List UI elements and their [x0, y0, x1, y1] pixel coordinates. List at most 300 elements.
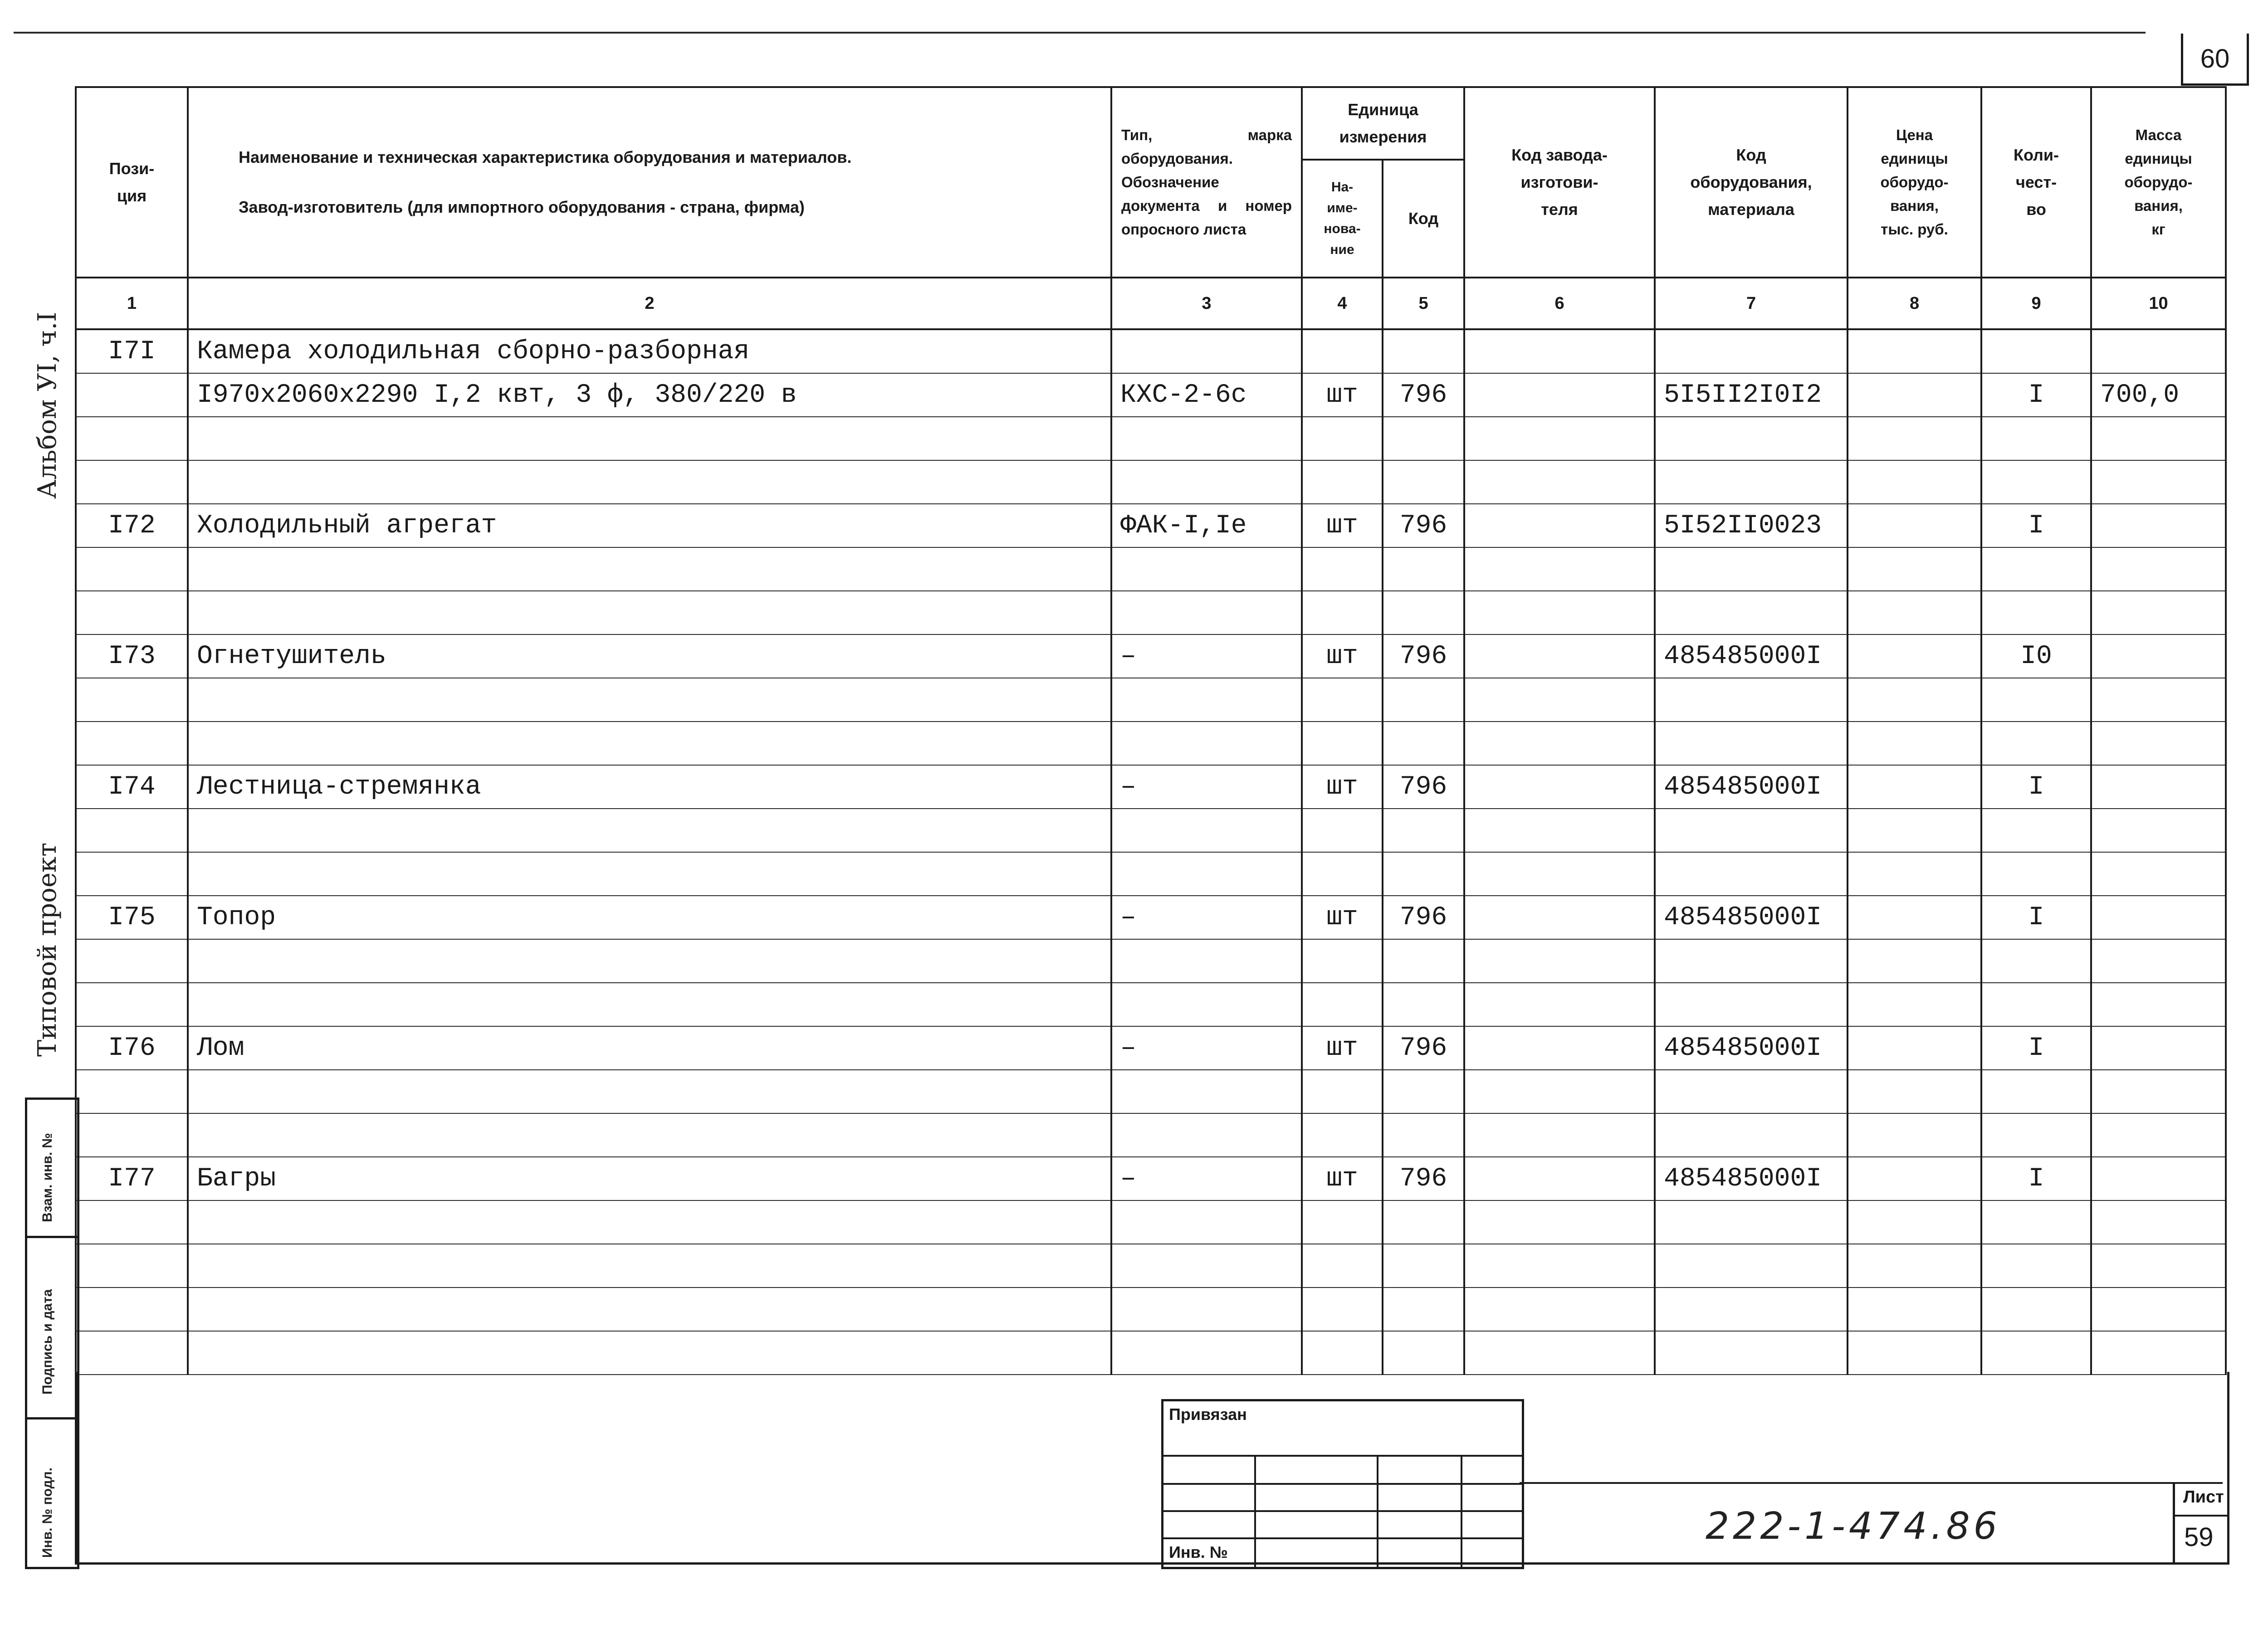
row-unit-code: [1383, 1200, 1464, 1244]
row-price: [1848, 983, 1981, 1026]
row-equipment-code: [1655, 678, 1848, 722]
column-number: 3: [1111, 278, 1302, 329]
row-unit-name: [1302, 1331, 1383, 1375]
row-mass: [2091, 678, 2226, 722]
row-name: [188, 1113, 1111, 1157]
row-position: [76, 460, 188, 504]
row-quantity: [1981, 678, 2091, 722]
page-top-rule: [14, 32, 2146, 34]
row-name: [188, 1244, 1111, 1288]
row-quantity: [1981, 460, 2091, 504]
row-mass: [2091, 983, 2226, 1026]
row-quantity: [1981, 329, 2091, 373]
row-mass: [2091, 896, 2226, 939]
row-type: [1111, 809, 1302, 852]
row-position: I73: [76, 634, 188, 678]
row-quantity: I: [1981, 896, 2091, 939]
row-unit-name: шт: [1302, 1026, 1383, 1070]
row-price: [1848, 373, 1981, 417]
row-name: [188, 417, 1111, 460]
row-quantity: [1981, 809, 2091, 852]
row-factory-code: [1464, 547, 1655, 591]
row-price: [1848, 1244, 1981, 1288]
table-row: [76, 634, 2226, 678]
row-name: [188, 591, 1111, 634]
row-unit-code: 796: [1383, 896, 1464, 939]
row-position: [76, 417, 188, 460]
row-position: I75: [76, 896, 188, 939]
row-price: [1848, 809, 1981, 852]
row-quantity: I: [1981, 373, 2091, 417]
sheet-list-box: [2173, 1482, 2227, 1565]
row-mass: [2091, 1157, 2226, 1200]
row-name: Лестница-стремянка: [188, 765, 1111, 809]
row-quantity: [1981, 1288, 2091, 1331]
row-name: Камера холодильная сборно-разборная: [188, 329, 1111, 373]
row-price: [1848, 1200, 1981, 1244]
row-quantity: [1981, 1070, 2091, 1113]
row-factory-code: [1464, 504, 1655, 547]
row-name: Холодильный агрегат: [188, 504, 1111, 547]
row-equipment-code: [1655, 983, 1848, 1026]
row-position: [76, 1070, 188, 1113]
row-mass: [2091, 1200, 2226, 1244]
row-mass: [2091, 460, 2226, 504]
row-position: I74: [76, 765, 188, 809]
specification-body: [76, 329, 2226, 1375]
row-unit-code: [1383, 1070, 1464, 1113]
row-unit-name: [1302, 329, 1383, 373]
row-unit-code: [1383, 678, 1464, 722]
row-type: [1111, 1244, 1302, 1288]
specification-table: [75, 86, 2227, 1375]
column-number: 7: [1655, 278, 1848, 329]
row-quantity: [1981, 1331, 2091, 1375]
row-name: [188, 460, 1111, 504]
stamp-original-inv: Инв. № подл.: [40, 1467, 55, 1558]
row-name: [188, 1070, 1111, 1113]
row-mass: [2091, 765, 2226, 809]
row-position: [76, 983, 188, 1026]
row-mass: [2091, 722, 2226, 765]
row-price: [1848, 547, 1981, 591]
row-type: [1111, 547, 1302, 591]
row-quantity: [1981, 983, 2091, 1026]
row-unit-code: [1383, 1331, 1464, 1375]
row-type: [1111, 852, 1302, 896]
title-block-rule: [1520, 1482, 2223, 1484]
header-price: Цена единицы оборудо- вания, тыс. руб.: [1848, 87, 1981, 278]
row-equipment-code: [1655, 1113, 1848, 1157]
row-factory-code: [1464, 983, 1655, 1026]
row-mass: [2091, 1026, 2226, 1070]
row-equipment-code: [1655, 722, 1848, 765]
row-unit-code: [1383, 1244, 1464, 1288]
row-unit-name: шт: [1302, 634, 1383, 678]
header-equipment-code: Код оборудования, материала: [1655, 87, 1848, 278]
row-unit-name: [1302, 983, 1383, 1026]
row-price: [1848, 939, 1981, 983]
row-position: [76, 547, 188, 591]
row-quantity: I: [1981, 765, 2091, 809]
table-row: [76, 1288, 2226, 1331]
row-unit-name: [1302, 809, 1383, 852]
row-equipment-code: [1655, 591, 1848, 634]
binding-label: Привязан: [1169, 1405, 1247, 1424]
table-row: [76, 373, 2226, 417]
row-quantity: I0: [1981, 634, 2091, 678]
column-number: 10: [2091, 278, 2226, 329]
row-type: ФАК-I,Iе: [1111, 504, 1302, 547]
row-factory-code: [1464, 765, 1655, 809]
row-type: [1111, 417, 1302, 460]
header-name-line1: Наименование и техническая характеристика оборудования и материалов.: [239, 148, 852, 166]
table-row: [76, 852, 2226, 896]
row-quantity: [1981, 939, 2091, 983]
table-row: [76, 1157, 2226, 1200]
row-type: –: [1111, 896, 1302, 939]
column-number: 9: [1981, 278, 2091, 329]
row-equipment-code: [1655, 460, 1848, 504]
row-factory-code: [1464, 722, 1655, 765]
row-mass: [2091, 1244, 2226, 1288]
row-factory-code: [1464, 896, 1655, 939]
header-name-line2: Завод-изготовитель (для импортного оборудования - страна, фирма): [239, 198, 805, 216]
row-unit-code: [1383, 809, 1464, 852]
header-quantity: Коли- чест- во: [1981, 87, 2091, 278]
row-name: [188, 852, 1111, 896]
row-equipment-code: [1655, 329, 1848, 373]
row-mass: [2091, 591, 2226, 634]
row-quantity: [1981, 1113, 2091, 1157]
row-mass: 700,0: [2091, 373, 2226, 417]
left-approval-stamp: [25, 1097, 79, 1569]
row-unit-name: [1302, 417, 1383, 460]
row-position: [76, 939, 188, 983]
table-row: [76, 417, 2226, 460]
row-type: [1111, 678, 1302, 722]
row-name: [188, 1200, 1111, 1244]
binding-stamp: [1161, 1399, 1524, 1569]
row-position: [76, 678, 188, 722]
row-factory-code: [1464, 1026, 1655, 1070]
row-unit-code: 796: [1383, 373, 1464, 417]
row-price: [1848, 852, 1981, 896]
row-equipment-code: 485485000I: [1655, 1026, 1848, 1070]
sheet-page-number: 59: [2184, 1522, 2214, 1552]
table-row: [76, 547, 2226, 591]
row-unit-code: 796: [1383, 765, 1464, 809]
row-mass: [2091, 547, 2226, 591]
column-number: 8: [1848, 278, 1981, 329]
row-unit-code: [1383, 1113, 1464, 1157]
column-number: 6: [1464, 278, 1655, 329]
row-equipment-code: [1655, 1070, 1848, 1113]
table-row: [76, 809, 2226, 852]
row-unit-name: [1302, 852, 1383, 896]
row-price: [1848, 634, 1981, 678]
column-number: 1: [76, 278, 188, 329]
row-factory-code: [1464, 373, 1655, 417]
row-factory-code: [1464, 852, 1655, 896]
row-unit-name: шт: [1302, 765, 1383, 809]
table-row: [76, 678, 2226, 722]
row-quantity: [1981, 417, 2091, 460]
row-position: I77: [76, 1157, 188, 1200]
row-factory-code: [1464, 1200, 1655, 1244]
header-unit: Единица измерения: [1302, 87, 1464, 160]
row-mass: [2091, 1288, 2226, 1331]
row-name: [188, 678, 1111, 722]
row-position: [76, 722, 188, 765]
row-name: [188, 1331, 1111, 1375]
table-row: [76, 1331, 2226, 1375]
table-row: [76, 983, 2226, 1026]
row-unit-name: [1302, 1113, 1383, 1157]
header-position: Пози- ция: [76, 87, 188, 278]
row-position: [76, 1288, 188, 1331]
row-unit-name: [1302, 1288, 1383, 1331]
column-number: 4: [1302, 278, 1383, 329]
row-mass: [2091, 504, 2226, 547]
row-price: [1848, 1331, 1981, 1375]
row-equipment-code: [1655, 809, 1848, 852]
row-mass: [2091, 329, 2226, 373]
row-name: [188, 547, 1111, 591]
row-position: [76, 1113, 188, 1157]
sheet-label: Лист: [2183, 1488, 2224, 1507]
row-position: [76, 1200, 188, 1244]
stamp-replaced-inv: Взам. инв. №: [40, 1133, 55, 1222]
row-unit-name: шт: [1302, 1157, 1383, 1200]
row-price: [1848, 896, 1981, 939]
row-unit-name: [1302, 547, 1383, 591]
row-price: [1848, 329, 1981, 373]
row-equipment-code: 5I52II0023: [1655, 504, 1848, 547]
table-row: [76, 1070, 2226, 1113]
row-price: [1848, 460, 1981, 504]
row-mass: [2091, 634, 2226, 678]
header-unit-code: Код: [1383, 160, 1464, 278]
row-type: [1111, 329, 1302, 373]
row-price: [1848, 417, 1981, 460]
row-price: [1848, 1113, 1981, 1157]
row-position: [76, 373, 188, 417]
row-unit-code: [1383, 939, 1464, 983]
row-unit-code: [1383, 983, 1464, 1026]
row-quantity: [1981, 591, 2091, 634]
row-position: I7I: [76, 329, 188, 373]
row-unit-code: [1383, 722, 1464, 765]
row-factory-code: [1464, 1157, 1655, 1200]
row-unit-code: [1383, 1288, 1464, 1331]
row-unit-code: 796: [1383, 504, 1464, 547]
row-type: [1111, 1200, 1302, 1244]
row-mass: [2091, 1113, 2226, 1157]
row-factory-code: [1464, 1113, 1655, 1157]
row-quantity: [1981, 852, 2091, 896]
row-mass: [2091, 1070, 2226, 1113]
row-unit-name: шт: [1302, 896, 1383, 939]
header-unit-name: На- име- нова- ние: [1302, 160, 1383, 278]
row-name: [188, 983, 1111, 1026]
row-factory-code: [1464, 634, 1655, 678]
table-row: [76, 1244, 2226, 1288]
row-name: Лом: [188, 1026, 1111, 1070]
row-factory-code: [1464, 1288, 1655, 1331]
row-equipment-code: 485485000I: [1655, 765, 1848, 809]
row-price: [1848, 765, 1981, 809]
header-mass: Масса единицы оборудо- вания, кг: [2091, 87, 2226, 278]
stamp-signature-date: Подпись и дата: [40, 1289, 55, 1395]
column-number: 5: [1383, 278, 1464, 329]
table-row: [76, 722, 2226, 765]
row-position: [76, 809, 188, 852]
row-factory-code: [1464, 591, 1655, 634]
row-unit-name: [1302, 1070, 1383, 1113]
row-quantity: I: [1981, 1026, 2091, 1070]
row-name: [188, 722, 1111, 765]
table-row: [76, 1113, 2226, 1157]
row-unit-code: [1383, 417, 1464, 460]
row-price: [1848, 504, 1981, 547]
row-name: [188, 939, 1111, 983]
row-factory-code: [1464, 678, 1655, 722]
table-row: [76, 1026, 2226, 1070]
row-price: [1848, 678, 1981, 722]
header-type: Тип, марка оборудования. Обозначение документа и номер опросного листа: [1111, 87, 1302, 278]
side-album-label: Альбом УI, ч.I: [33, 312, 62, 499]
row-price: [1848, 1026, 1981, 1070]
row-unit-code: 796: [1383, 1026, 1464, 1070]
row-equipment-code: [1655, 1288, 1848, 1331]
row-unit-code: 796: [1383, 634, 1464, 678]
row-type: [1111, 939, 1302, 983]
row-factory-code: [1464, 329, 1655, 373]
table-row: [76, 329, 2226, 373]
row-name: I970х2060х2290 I,2 квт, 3 ф, 380/220 в: [188, 373, 1111, 417]
row-equipment-code: 5I5II2I0I2: [1655, 373, 1848, 417]
row-position: [76, 1244, 188, 1288]
row-type: –: [1111, 765, 1302, 809]
row-unit-name: [1302, 1200, 1383, 1244]
row-mass: [2091, 417, 2226, 460]
row-quantity: [1981, 722, 2091, 765]
row-unit-name: [1302, 1244, 1383, 1288]
side-project-label: Типовой проект: [33, 842, 62, 1057]
header-name: [188, 87, 1111, 278]
row-equipment-code: [1655, 939, 1848, 983]
row-quantity: I: [1981, 1157, 2091, 1200]
row-unit-code: [1383, 852, 1464, 896]
row-mass: [2091, 939, 2226, 983]
row-type: [1111, 1070, 1302, 1113]
row-name: Топор: [188, 896, 1111, 939]
row-price: [1848, 722, 1981, 765]
row-price: [1848, 1157, 1981, 1200]
row-position: [76, 852, 188, 896]
row-factory-code: [1464, 1244, 1655, 1288]
table-row: [76, 591, 2226, 634]
row-unit-name: [1302, 722, 1383, 765]
row-quantity: [1981, 1244, 2091, 1288]
row-unit-code: [1383, 329, 1464, 373]
row-unit-name: шт: [1302, 373, 1383, 417]
row-factory-code: [1464, 1331, 1655, 1375]
row-mass: [2091, 852, 2226, 896]
document-code: 222-1-474.86: [1706, 1505, 2001, 1548]
row-type: [1111, 722, 1302, 765]
sheet-number: 60: [2181, 34, 2249, 86]
column-number: 2: [188, 278, 1111, 329]
row-factory-code: [1464, 460, 1655, 504]
row-type: [1111, 983, 1302, 1026]
row-equipment-code: [1655, 852, 1848, 896]
row-type: [1111, 1331, 1302, 1375]
row-factory-code: [1464, 809, 1655, 852]
row-unit-code: [1383, 547, 1464, 591]
row-equipment-code: 485485000I: [1655, 634, 1848, 678]
row-unit-name: [1302, 678, 1383, 722]
row-price: [1848, 591, 1981, 634]
row-unit-name: шт: [1302, 504, 1383, 547]
row-type: [1111, 460, 1302, 504]
row-name: Огнетушитель: [188, 634, 1111, 678]
row-price: [1848, 1070, 1981, 1113]
row-price: [1848, 1288, 1981, 1331]
row-equipment-code: [1655, 1244, 1848, 1288]
row-quantity: [1981, 547, 2091, 591]
row-unit-code: 796: [1383, 1157, 1464, 1200]
row-type: –: [1111, 1026, 1302, 1070]
row-factory-code: [1464, 939, 1655, 983]
row-position: [76, 1331, 188, 1375]
row-type: –: [1111, 634, 1302, 678]
row-mass: [2091, 809, 2226, 852]
row-quantity: I: [1981, 504, 2091, 547]
inventory-number-label: Инв. №: [1169, 1543, 1228, 1561]
row-factory-code: [1464, 1070, 1655, 1113]
table-row: [76, 765, 2226, 809]
table-row: [76, 896, 2226, 939]
row-equipment-code: [1655, 547, 1848, 591]
row-unit-code: [1383, 591, 1464, 634]
row-unit-code: [1383, 460, 1464, 504]
row-equipment-code: 485485000I: [1655, 1157, 1848, 1200]
row-type: –: [1111, 1157, 1302, 1200]
row-type: КХС-2-6с: [1111, 373, 1302, 417]
row-equipment-code: [1655, 1200, 1848, 1244]
row-name: [188, 1288, 1111, 1331]
row-type: [1111, 1288, 1302, 1331]
row-name: [188, 809, 1111, 852]
row-equipment-code: [1655, 1331, 1848, 1375]
row-name: Багры: [188, 1157, 1111, 1200]
row-position: I76: [76, 1026, 188, 1070]
row-mass: [2091, 1331, 2226, 1375]
row-unit-name: [1302, 939, 1383, 983]
row-equipment-code: [1655, 417, 1848, 460]
row-quantity: [1981, 1200, 2091, 1244]
row-factory-code: [1464, 417, 1655, 460]
header-factory-code: Код завода- изготови- теля: [1464, 87, 1655, 278]
row-type: [1111, 1113, 1302, 1157]
table-row: [76, 460, 2226, 504]
row-position: [76, 591, 188, 634]
table-row: [76, 504, 2226, 547]
row-unit-name: [1302, 460, 1383, 504]
table-row: [76, 939, 2226, 983]
